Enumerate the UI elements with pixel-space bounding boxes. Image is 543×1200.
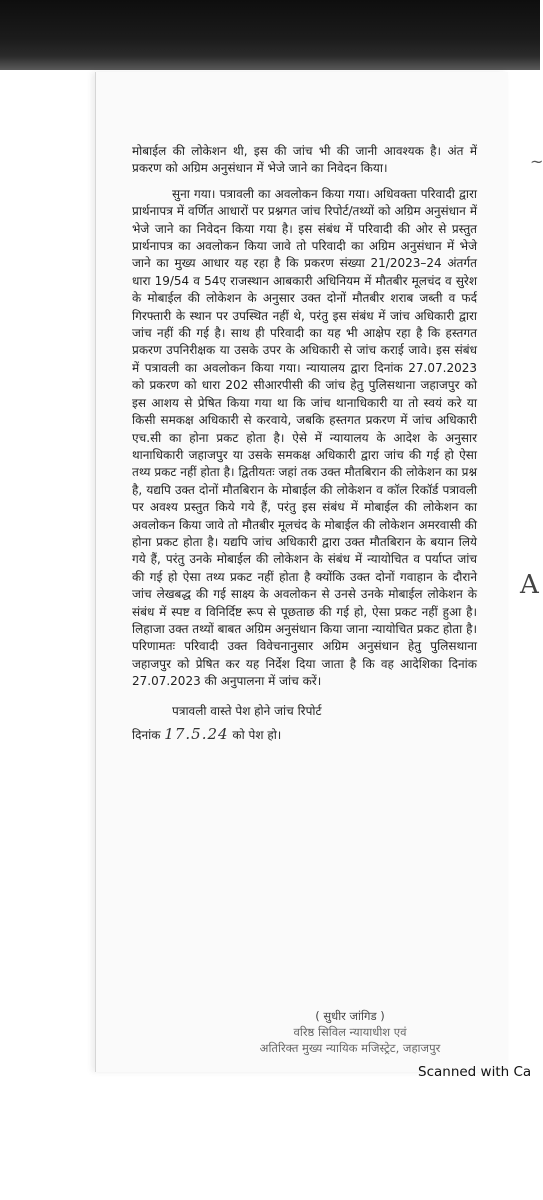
- date-suffix: को पेश हो।: [232, 728, 282, 742]
- date-line: [132, 726, 477, 744]
- document-body: [132, 143, 477, 750]
- signature-name: ( सुधीर जांगिड ): [315, 1009, 385, 1023]
- paragraph-report: पत्रावली वास्ते पेश होने जांच रिपोर्ट: [172, 703, 322, 718]
- signature-designation: वरिष्ठ सिविल न्यायाधीश एवं: [293, 1025, 407, 1039]
- signature-court: अतिरिक्त मुख्य न्यायिक मजिस्ट्रेट, जहाजपुर: [259, 1041, 441, 1055]
- paragraph-order: सुना गया। पत्रावली का अवलोकन किया गया। अधिवक्ता परिवादी द्वारा प्रार्थनापत्र में वर्णित आधारों पर प्रश्नगत जांच रिपोर्ट/तथ्यों को अग्रिम अनुसंधान में भेजे जाने का निवेदन किया गया है। इस संबंध में परिवादी की ओर से प्रस्तुत प्रार्थनापत्र का अवलोकन किया जावे तो परिवादी का अग्रिम अनुसंधान में भेजे जाने का मुख्य आधार यह रहा है कि प्रकरण संख्या 21/2023–24 अंतर्गत धारा 19/54 व 54ए राजस्थान आबकारी अधिनियम में मौतबीर मूलचंद व सुरेश के मोबाईल की लोकेशन के अनुसार उक्त दोनों मौतबीर शराब जब्ती व फर्द गिरफ्तारी के स्थान पर उपस्थित नहीं थे, परंतु इस संबंध में जांच अधिकारी द्वारा जांच नहीं की गई है। साथ ही परिवादी का यह भी आक्षेप रहा है कि हस्तगत प्रकरण उपनिरीक्षक या उसके उपर के अधिकारी से जांच कराई जावे। इस संबंध में पत्रावली का अवलोकन किया गया। न्यायालय द्वारा दिनांक 27.07.2023 को प्रकरण को धारा 202 सीआरपीसी की जांच हेतु पुलिसथाना जहाजपुर को इस आशय से प्रेषित किया गया था कि जांच थानाधिकारी या तो स्वयं करे या किसी समकक्ष अधिकारी से करवाये, जबकि हस्तगत प्रकरण में जांच अधिकारी एच.सी का होना प्रकट होता है। ऐसे में न्यायालय के आदेश के अनुसार थानाधिकारी जहाजपुर या उसके समकक्ष अधिकारी द्वारा जांच की गई हो ऐसा तथ्य प्रकट नहीं होता है। द्वितीयतः जहां तक उक्त मौतबिरान की लोकेशन का प्रश्न है, यद्यपि उक्त दोनों मौतबिरान के मोबाईल की लोकेशन व कॉल रिकॉर्ड पत्रावली पर अवश्य प्रस्तुत किये गये हैं, परंतु इस संबंध में मोबाईल की लोकेशन का अवलोकन किया जावे तो मौतबीर मूलचंद के मोबाईल की लोकेशन अमरवासी की होना प्रकट होता है। यद्यपि जांच अधिकारी द्वारा उक्त मौतबिरान के बयान लिये गये हैं, परंतु उनके मोबाईल की लोकेशन के संबंध में न्यायोचित व पर्याप्त जांच की गई हो ऐसा तथ्य प्रकट नहीं होता है क्योंकि उक्त दोनों गवाहान के दौराने जांच लेखबद्ध की गई साक्ष्य के अवलोकन से उनसे उनके मोबाईल लोकेशन के संबंध में स्पष्ट व विनिर्दिष्ट रूप से पूछताछ की गई हो, ऐसा प्रकट नहीं हुआ है। लिहाजा उक्त तथ्यों बाबत अग्रिम अनुसंधान किया जाना न्यायोचित प्रकट होता है। परिणामतः परिवादी उक्त विवेचनानुसार अग्रिम अनुसंधान हेतु पुलिसथाना जहाजपुर को प्रेषित कर यह निर्देश दिया जाता है कि वह आदेशिका दिनांक 27.07.2023 की अनुपालना में जांच करें।: [132, 186, 477, 689]
- signature-block: [230, 1008, 470, 1056]
- handwritten-margin-mark: A: [520, 570, 539, 600]
- scan-dark-border: [0, 0, 540, 70]
- handwritten-date: 17.5.24: [164, 725, 229, 743]
- scanner-watermark: Scanned with Ca: [418, 1064, 532, 1080]
- paragraph-intro: मोबाईल की लोकेशन थी, इस की जांच भी की जानी आवश्यक है। अंत में प्रकरण को अग्रिम अनुसंधान में भेजे जाने का निवेदन किया।: [132, 144, 477, 176]
- edge-mark: ~: [530, 152, 543, 171]
- date-prefix: दिनांक: [132, 728, 161, 742]
